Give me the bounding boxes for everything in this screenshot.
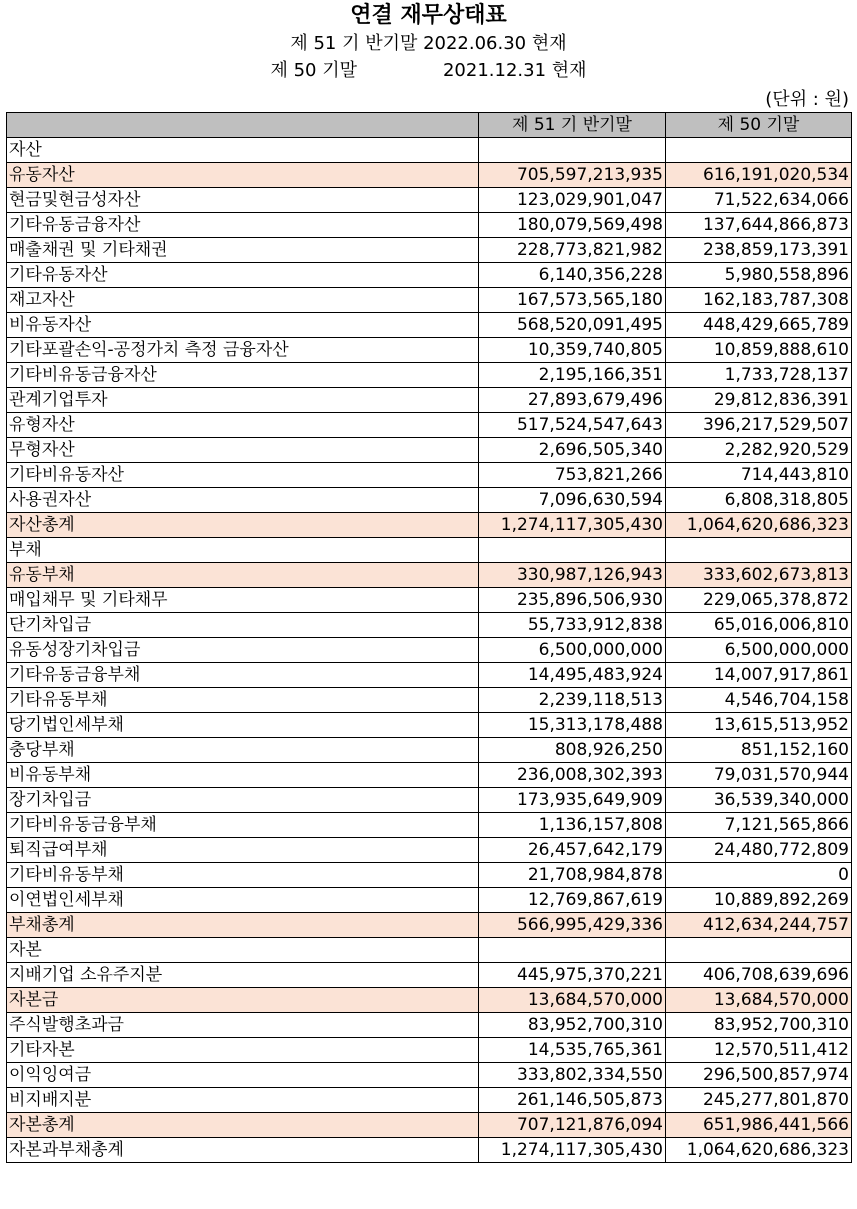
account-name: 기타유동금융자산 (7, 213, 479, 238)
table-row (7, 463, 852, 488)
table-row (7, 513, 852, 538)
account-name: 이익잉여금 (7, 1063, 479, 1088)
current-period-value: 1,274,117,305,430 (479, 513, 666, 538)
current-period-value: 808,926,250 (479, 738, 666, 763)
table-row (7, 163, 852, 188)
account-name: 기타포괄손익-공정가치 측정 금융자산 (7, 338, 479, 363)
statement-title: 연결 재무상태표 (350, 3, 507, 28)
account-name: 사용권자산 (7, 488, 479, 513)
prior-period-value: 10,889,892,269 (666, 888, 852, 913)
account-name: 기타비유동부채 (7, 863, 479, 888)
prior-period-value: 4,546,704,158 (666, 688, 852, 713)
current-period-value: 26,457,642,179 (479, 838, 666, 863)
table-row (7, 563, 852, 588)
prior-period-value: 2,282,920,529 (666, 438, 852, 463)
current-period-value: 2,195,166,351 (479, 363, 666, 388)
table-row (7, 688, 852, 713)
account-name: 기타유동부채 (7, 688, 479, 713)
table-row (7, 1088, 852, 1113)
table-row (7, 613, 852, 638)
account-name: 비지배지분 (7, 1088, 479, 1113)
table-row (7, 638, 852, 663)
prior-period-value: 36,539,340,000 (666, 788, 852, 813)
account-name: 기타비유동금융자산 (7, 363, 479, 388)
account-name: 단기차입금 (7, 613, 479, 638)
current-period-value: 12,769,867,619 (479, 888, 666, 913)
prior-period-value: 851,152,160 (666, 738, 852, 763)
prior-period-value: 0 (666, 863, 852, 888)
current-period-value: 180,079,569,498 (479, 213, 666, 238)
table-row (7, 1063, 852, 1088)
prior-period-value (666, 938, 852, 963)
prior-period-label: 제 50 기말 (270, 60, 357, 81)
account-name: 자본총계 (7, 1113, 479, 1138)
account-name: 기타비유동자산 (7, 463, 479, 488)
account-name: 기타비유동금융부채 (7, 813, 479, 838)
header-account (7, 113, 479, 138)
table-row (7, 1138, 852, 1163)
prior-period-value: 137,644,866,873 (666, 213, 852, 238)
account-name: 장기차입금 (7, 788, 479, 813)
current-period-value: 445,975,370,221 (479, 963, 666, 988)
account-name: 매입채무 및 기타채무 (7, 588, 479, 613)
current-period-value: 753,821,266 (479, 463, 666, 488)
prior-period-value: 245,277,801,870 (666, 1088, 852, 1113)
table-row (7, 263, 852, 288)
account-name: 부채 (7, 538, 479, 563)
account-name: 당기법인세부채 (7, 713, 479, 738)
current-period-value: 566,995,429,336 (479, 913, 666, 938)
account-name: 주식발행초과금 (7, 1013, 479, 1038)
table-row (7, 388, 852, 413)
table-row (7, 813, 852, 838)
current-period-value: 14,535,765,361 (479, 1038, 666, 1063)
prior-period-value: 296,500,857,974 (666, 1063, 852, 1088)
balance-sheet-table (6, 112, 852, 1163)
account-name: 이연법인세부채 (7, 888, 479, 913)
table-row (7, 913, 852, 938)
table-row (7, 363, 852, 388)
prior-period-value (666, 538, 852, 563)
prior-period-value: 29,812,836,391 (666, 388, 852, 413)
table-row (7, 288, 852, 313)
current-period-value: 83,952,700,310 (479, 1013, 666, 1038)
prior-period-value: 65,016,006,810 (666, 613, 852, 638)
table-row (7, 788, 852, 813)
prior-period-value: 79,031,570,944 (666, 763, 852, 788)
table-row (7, 1113, 852, 1138)
current-period-value: 13,684,570,000 (479, 988, 666, 1013)
table-row (7, 138, 852, 163)
prior-period-value: 13,615,513,952 (666, 713, 852, 738)
account-name: 퇴직급여부채 (7, 838, 479, 863)
account-name: 부채총계 (7, 913, 479, 938)
table-row (7, 488, 852, 513)
prior-period-value: 714,443,810 (666, 463, 852, 488)
current-period-value: 14,495,483,924 (479, 663, 666, 688)
current-period-value: 167,573,565,180 (479, 288, 666, 313)
current-period-value: 1,136,157,808 (479, 813, 666, 838)
current-period-line: 제 51 기 반기말 2022.06.30 현재 (290, 33, 567, 54)
table-body (7, 138, 852, 1163)
current-period-value: 10,359,740,805 (479, 338, 666, 363)
table-row (7, 713, 852, 738)
current-period-value: 2,696,505,340 (479, 438, 666, 463)
account-name: 유동성장기차입금 (7, 638, 479, 663)
account-name: 자산총계 (7, 513, 479, 538)
prior-period-line (0, 59, 857, 83)
prior-period-value: 10,859,888,610 (666, 338, 852, 363)
prior-period-value: 448,429,665,789 (666, 313, 852, 338)
prior-period-value: 6,808,318,805 (666, 488, 852, 513)
table-row (7, 438, 852, 463)
prior-period-value: 83,952,700,310 (666, 1013, 852, 1038)
header-current-period: 제 51 기 반기말 (479, 113, 666, 138)
prior-period-value: 229,065,378,872 (666, 588, 852, 613)
table-row (7, 1013, 852, 1038)
current-period-value: 1,274,117,305,430 (479, 1138, 666, 1163)
current-period-value: 123,029,901,047 (479, 188, 666, 213)
current-period-value: 333,802,334,550 (479, 1063, 666, 1088)
current-period-value: 517,524,547,643 (479, 413, 666, 438)
current-period-value: 228,773,821,982 (479, 238, 666, 263)
current-period-value (479, 538, 666, 563)
prior-period-value: 238,859,173,391 (666, 238, 852, 263)
current-period-value: 236,008,302,393 (479, 763, 666, 788)
prior-period-date: 2021.12.31 현재 (442, 60, 587, 81)
table-row (7, 888, 852, 913)
table-row (7, 938, 852, 963)
prior-period-value: 333,602,673,813 (666, 563, 852, 588)
current-period-value (479, 138, 666, 163)
prior-period-value: 1,064,620,686,323 (666, 513, 852, 538)
current-period-value: 27,893,679,496 (479, 388, 666, 413)
current-period-value: 6,500,000,000 (479, 638, 666, 663)
current-period-value: 21,708,984,878 (479, 863, 666, 888)
account-name: 비유동자산 (7, 313, 479, 338)
current-period-value: 2,239,118,513 (479, 688, 666, 713)
account-name: 지배기업 소유주지분 (7, 963, 479, 988)
table-row (7, 538, 852, 563)
table-row (7, 988, 852, 1013)
current-period-value (479, 938, 666, 963)
table-row (7, 763, 852, 788)
current-period-value: 235,896,506,930 (479, 588, 666, 613)
unit-label: (단위 : 원) (765, 89, 849, 110)
prior-period-value: 24,480,772,809 (666, 838, 852, 863)
table-row (7, 313, 852, 338)
current-period-value: 707,121,876,094 (479, 1113, 666, 1138)
prior-period-value: 1,064,620,686,323 (666, 1138, 852, 1163)
current-period-value: 173,935,649,909 (479, 788, 666, 813)
prior-period-value: 1,733,728,137 (666, 363, 852, 388)
account-name: 매출채권 및 기타채권 (7, 238, 479, 263)
account-name: 관계기업투자 (7, 388, 479, 413)
prior-period-value: 7,121,565,866 (666, 813, 852, 838)
account-name: 유동부채 (7, 563, 479, 588)
account-name: 무형자산 (7, 438, 479, 463)
prior-period-value: 412,634,244,757 (666, 913, 852, 938)
table-row (7, 663, 852, 688)
current-period-value: 6,140,356,228 (479, 263, 666, 288)
table-row (7, 863, 852, 888)
prior-period-value: 71,522,634,066 (666, 188, 852, 213)
current-period-value: 330,987,126,943 (479, 563, 666, 588)
current-period-value: 7,096,630,594 (479, 488, 666, 513)
prior-period-value: 162,183,787,308 (666, 288, 852, 313)
account-name: 자본과부채총계 (7, 1138, 479, 1163)
table-row (7, 338, 852, 363)
account-name: 현금및현금성자산 (7, 188, 479, 213)
table-row (7, 238, 852, 263)
account-name: 자본 (7, 938, 479, 963)
prior-period-value: 13,684,570,000 (666, 988, 852, 1013)
prior-period-value: 14,007,917,861 (666, 663, 852, 688)
current-period-value: 568,520,091,495 (479, 313, 666, 338)
table-row (7, 1038, 852, 1063)
table-header-row (7, 113, 852, 138)
prior-period-value: 616,191,020,534 (666, 163, 852, 188)
account-name: 기타자본 (7, 1038, 479, 1063)
table-row (7, 413, 852, 438)
table-row (7, 838, 852, 863)
current-period-value: 261,146,505,873 (479, 1088, 666, 1113)
table-row (7, 738, 852, 763)
account-name: 자본금 (7, 988, 479, 1013)
account-name: 충당부채 (7, 738, 479, 763)
current-period-value: 55,733,912,838 (479, 613, 666, 638)
table-row (7, 213, 852, 238)
account-name: 기타유동금융부채 (7, 663, 479, 688)
prior-period-value: 396,217,529,507 (666, 413, 852, 438)
prior-period-value: 6,500,000,000 (666, 638, 852, 663)
current-period-value: 15,313,178,488 (479, 713, 666, 738)
prior-period-value: 406,708,639,696 (666, 963, 852, 988)
prior-period-value: 5,980,558,896 (666, 263, 852, 288)
account-name: 자산 (7, 138, 479, 163)
table-row (7, 188, 852, 213)
account-name: 비유동부채 (7, 763, 479, 788)
account-name: 기타유동자산 (7, 263, 479, 288)
prior-period-value (666, 138, 852, 163)
account-name: 유동자산 (7, 163, 479, 188)
prior-period-value: 12,570,511,412 (666, 1038, 852, 1063)
current-period-value: 705,597,213,935 (479, 163, 666, 188)
header-prior-period: 제 50 기말 (666, 113, 852, 138)
table-row (7, 963, 852, 988)
prior-period-value: 651,986,441,566 (666, 1113, 852, 1138)
table-row (7, 588, 852, 613)
account-name: 유형자산 (7, 413, 479, 438)
account-name: 재고자산 (7, 288, 479, 313)
